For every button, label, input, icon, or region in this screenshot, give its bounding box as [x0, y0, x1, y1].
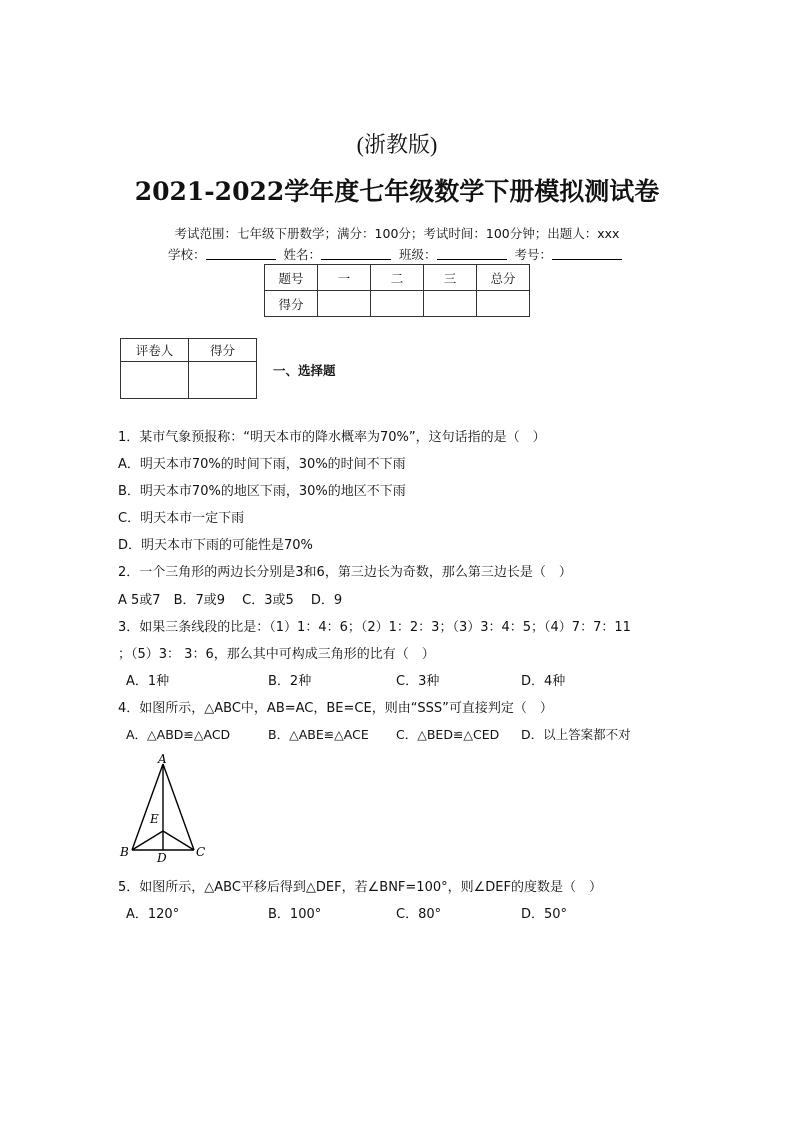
grader-header-row: [121, 339, 257, 362]
score-table: [264, 264, 530, 317]
grader-table: [120, 338, 257, 399]
exam-number-blank[interactable]: [552, 247, 622, 260]
score-table-row: [265, 291, 530, 317]
score-table-header-row: [265, 265, 530, 291]
question-1-option-c: C．明天本市一定下雨: [118, 511, 245, 526]
score-header-cell: 一: [318, 265, 371, 291]
label-b: B: [120, 845, 129, 859]
score-cell[interactable]: [371, 291, 424, 317]
question-5-stem: 5．如图所示，△ABC平移后得到△DEF，若∠BNF=100°，则∠DEF的度数是（ ）: [118, 880, 602, 895]
question-4-option-d: D．以上答案都不对: [521, 727, 631, 742]
grader-cell[interactable]: [121, 362, 189, 399]
edge-ac: [163, 764, 194, 850]
score-header-cell: 三: [424, 265, 477, 291]
question-2-options: A 5或7 B．7或9 C．3或5 D．9: [118, 593, 343, 608]
label-d: D: [157, 851, 167, 864]
question-1-option-a: A．明天本市70%的时间下雨，30%的时间不下雨: [118, 457, 406, 472]
exam-info: 考试范围：七年级下册数学；满分：100分；考试时间：100分钟；出题人：xxx: [174, 226, 620, 241]
score-header-cell: 二: [371, 265, 424, 291]
exam-title: 2021-2022学年度七年级数学下册模拟测试卷: [134, 177, 660, 206]
question-5-option-d: D．50°: [521, 907, 568, 922]
grader-cell[interactable]: [189, 362, 257, 399]
label-c: C: [196, 845, 206, 859]
class-label: 班级：: [398, 247, 437, 262]
exam-number-label: 考号：: [514, 247, 552, 262]
question-3-option-b: B．2种: [268, 674, 312, 689]
grader-header-cell: 得分: [189, 339, 257, 362]
question-3-option-c: C．3种: [396, 674, 440, 689]
triangle-figure: [116, 752, 212, 864]
edition-label: (浙教版): [356, 132, 438, 157]
score-row-label: 得分: [265, 291, 318, 317]
name-blank[interactable]: [321, 247, 391, 260]
question-2-stem: 2．一个三角形的两边长分别是3和6，第三边长为奇数，那么第三边长是（ ）: [118, 565, 572, 580]
question-4-stem: 4．如图所示，△ABC中，AB=AC，BE=CE，则由“SSS”可直接判定（ ）: [118, 701, 553, 716]
score-cell[interactable]: [318, 291, 371, 317]
name-label: 姓名：: [283, 247, 321, 262]
label-e: E: [150, 812, 159, 826]
score-cell[interactable]: [477, 291, 530, 317]
school-label: 学校：: [167, 247, 206, 262]
segment-ce: [163, 831, 194, 850]
question-3-option-d: D．4种: [521, 674, 566, 689]
question-3-stem-cont: ；（5）3： 3：6，那么其中可构成三角形的比有（ ）: [118, 647, 435, 662]
student-fields: [0, 245, 794, 263]
question-4-option-b: B．△ABE≌△ACE: [268, 727, 369, 742]
score-cell[interactable]: [424, 291, 477, 317]
question-5-option-b: B．100°: [268, 907, 322, 922]
question-3-stem: 3．如果三条线段的比是：（1）1：4：6；（2）1：2：3；（3）3：4：5；（4）7：7：11: [118, 620, 631, 635]
question-1-stem: 1．某市气象预报称：“明天本市的降水概率为70%”，这句话指的是（ ）: [118, 430, 546, 445]
section-heading: 一、选择题: [273, 363, 336, 378]
label-a: A: [158, 752, 167, 766]
question-5-option-a: A．120°: [126, 907, 180, 922]
question-4-option-a: A．△ABD≌△ACD: [126, 727, 231, 742]
question-5-option-c: C．80°: [396, 907, 442, 922]
question-3-option-a: A．1种: [126, 674, 170, 689]
score-header-cell: 题号: [265, 265, 318, 291]
school-blank[interactable]: [206, 247, 276, 260]
question-4-option-c: C．△BED≌△CED: [396, 727, 500, 742]
grader-header-cell: 评卷人: [121, 339, 189, 362]
grader-row: [121, 362, 257, 399]
question-1-option-d: D．明天本市下雨的可能性是70%: [118, 538, 313, 553]
segment-be: [132, 831, 163, 850]
question-1-option-b: B．明天本市70%的地区下雨，30%的地区不下雨: [118, 484, 406, 499]
score-header-cell: 总分: [477, 265, 530, 291]
class-blank[interactable]: [437, 247, 507, 260]
edge-ab: [132, 764, 163, 850]
